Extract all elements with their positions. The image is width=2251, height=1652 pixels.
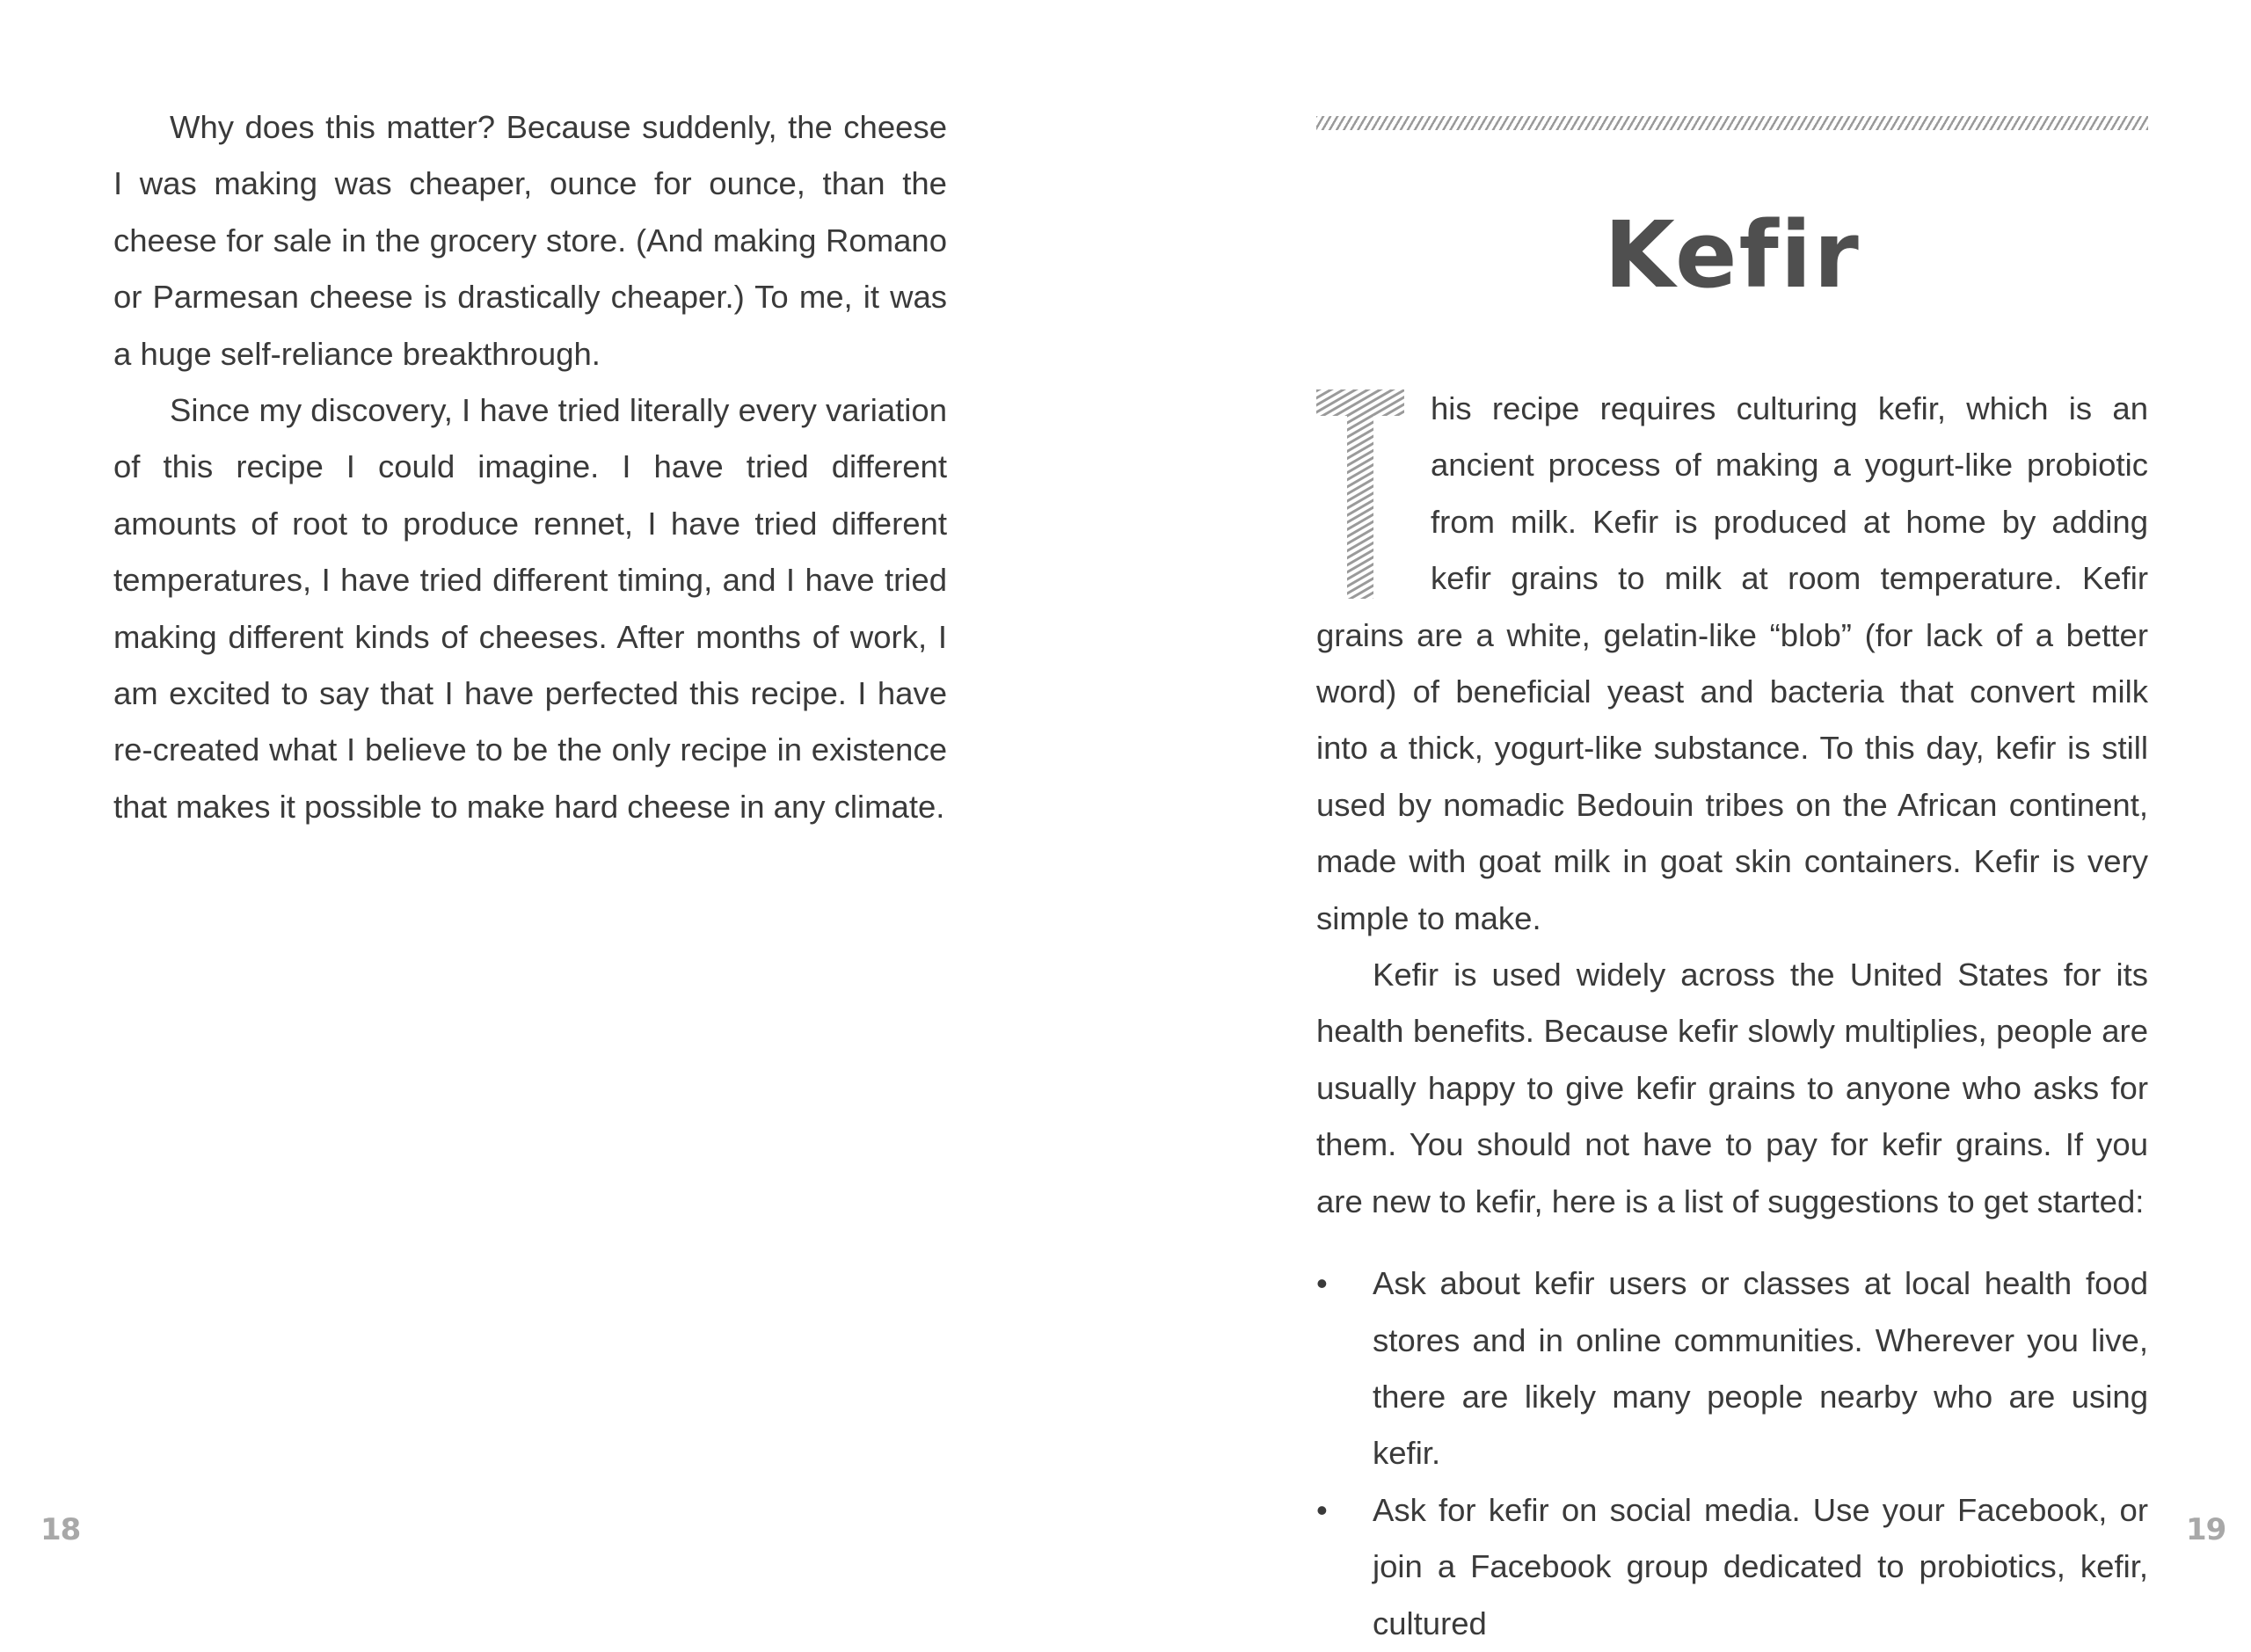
suggestion-list [1316,1255,2148,1652]
right-body-text [1316,381,2148,1652]
drop-cap-letter [1316,389,1404,599]
list-item-text: Ask about kefir users or classes at local health food stores and in online communities. Wherever you live, there are likely many people nearby who are using kefir. [1373,1265,2148,1472]
list-item-text: Ask for kefir on social media. Use your Facebook, or join a Facebook group dedicated to probiotics, kefir, cultured [1373,1491,2148,1641]
left-paragraph-1: Why does this matter? Because suddenly, the cheese I was making was cheaper, ounce for ounce, than the cheese for sale in the grocery store. (And making Romano or Parmesan cheese is drastically cheaper.) To me, it was a huge self-reliance breakthrough. [113,109,947,372]
chapter-title: Kefir [1604,201,1861,309]
left-body-text [113,99,947,835]
list-item [1316,1255,2148,1482]
page-number-right: 19 [2186,1512,2226,1547]
hatched-rule-divider [1316,116,2148,130]
page-number-left: 18 [40,1512,81,1547]
right-paragraph-1 [1316,381,2148,947]
right-paragraph-2: Kefir is used widely across the United States for its health benefits. Because kefir slowly multiplies, people are usually happy to give kefir grains to anyone who asks for them. You should not have to pay for kefir grains. If you are new to kefir, here is a list of suggestions to get started: [1316,957,2148,1219]
list-item [1316,1482,2148,1652]
bullet-marker: • [1316,1265,1328,1302]
left-paragraph-2: Since my discovery, I have tried literally every variation of this recipe I could imagine. I have tried different amounts of root to produce rennet, I have tried different temperatures, I have tried different timing, and I have tried making different kinds of cheeses. After months of work, I am excited to say that I have perfected this recipe. I have re-created what I believe to be the only recipe in existence that makes it possible to make hard cheese in any climate. [113,392,947,825]
right-paragraph-1-text: his recipe requires culturing kefir, which is an ancient process of making a yogurt-like probiotic from milk. Kefir is produced at home by adding kefir grains to milk at room temperature. Kefir grains are a white, gelatin-like “blob” (for lack of a better word) of beneficial yeast and bacteria that convert milk into a thick, yogurt-like substance. To this day, kefir is still used by nomadic Bedouin tribes on the African continent, made with goat milk in goat skin containers. Kefir is very simple to make. [1316,390,2148,936]
bullet-marker: • [1316,1491,1328,1528]
left-page [0,0,1126,1576]
